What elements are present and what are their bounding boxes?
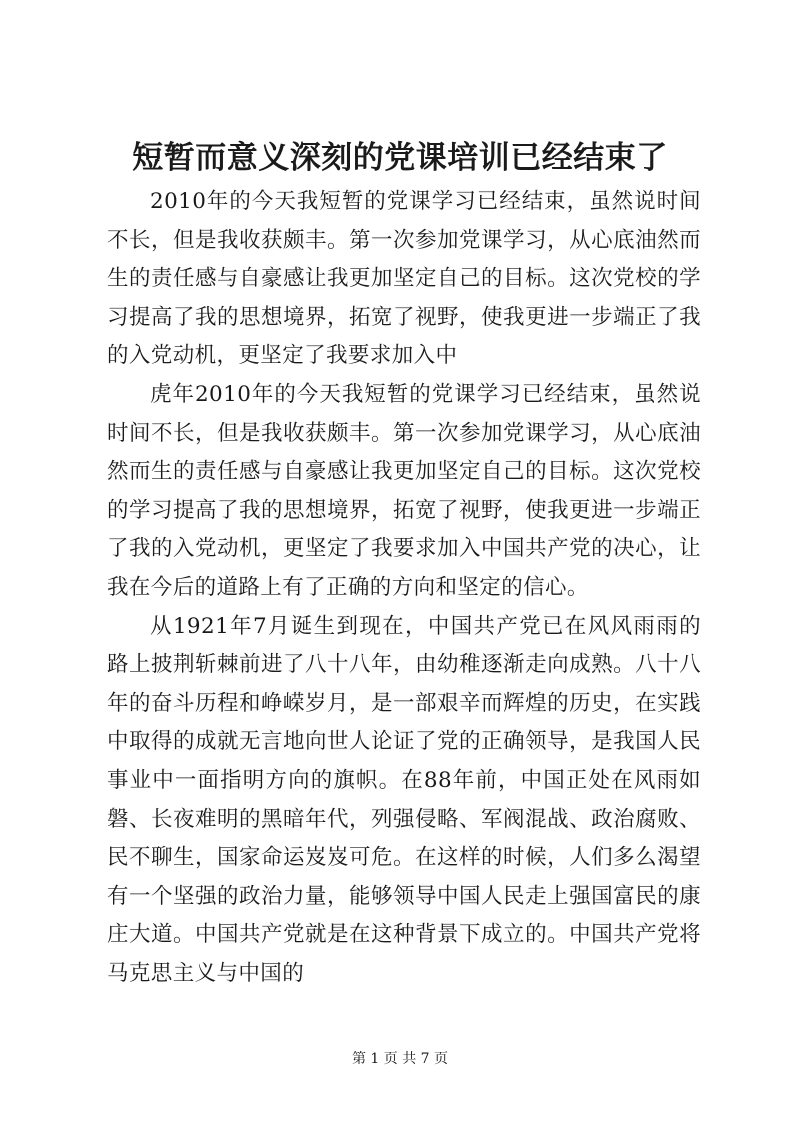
page-footer: 第 1 页 共 7 页 xyxy=(351,1051,449,1067)
paragraph-1: 2010年的今天我短暂的党课学习已经结束，虽然说时间不长，但是我收获颇丰。第一次参加党课学习，从心底油然而生的责任感与自豪感让我更加坚定自己的目标。这次党校的学习提高了我的思想境界，拓宽了视野，使我更进一步端正了我的入党动机，更坚定了我要求加入中 xyxy=(107,189,701,369)
document-body xyxy=(107,183,701,993)
paragraph-2: 虎年2010年的今天我短暂的党课学习已经结束，虽然说时间不长，但是我收获颇丰。第一次参加党课学习，从心底油然而生的责任感与自豪感让我更加坚定自己的目标。这次党校的学习提高了我的思想境界，拓宽了视野，使我更进一步端正了我的入党动机，更坚定了我要求加入中国共产党的决心，让我在今后的道路上有了正确的方向和坚定的信心。 xyxy=(107,381,701,600)
page-title: 短暂而意义深刻的党课培训已经结束了 xyxy=(132,140,668,176)
paragraph-3: 从1921年7月诞生到现在，中国共产党已在风风雨雨的路上披荆斩棘前进了八十八年，由幼稚逐渐走向成熟。八十八年的奋斗历程和峥嵘岁月，是一部艰辛而辉煌的历史，在实践中取得的成就无言地向世人论证了党的正确领导，是我国人民事业中一面指明方向的旗帜。在88年前，中国正处在风雨如磐、长夜难明的黑暗年代，列强侵略、军阀混战、政治腐败、民不聊生，国家命运岌岌可危。在这样的时候，人们多么渴望有一个坚强的政治力量，能够领导中国人民走上强国富民的康庄大道。中国共产党就是在这种背景下成立的。中国共产党将马克思主义与中国的 xyxy=(107,613,701,986)
